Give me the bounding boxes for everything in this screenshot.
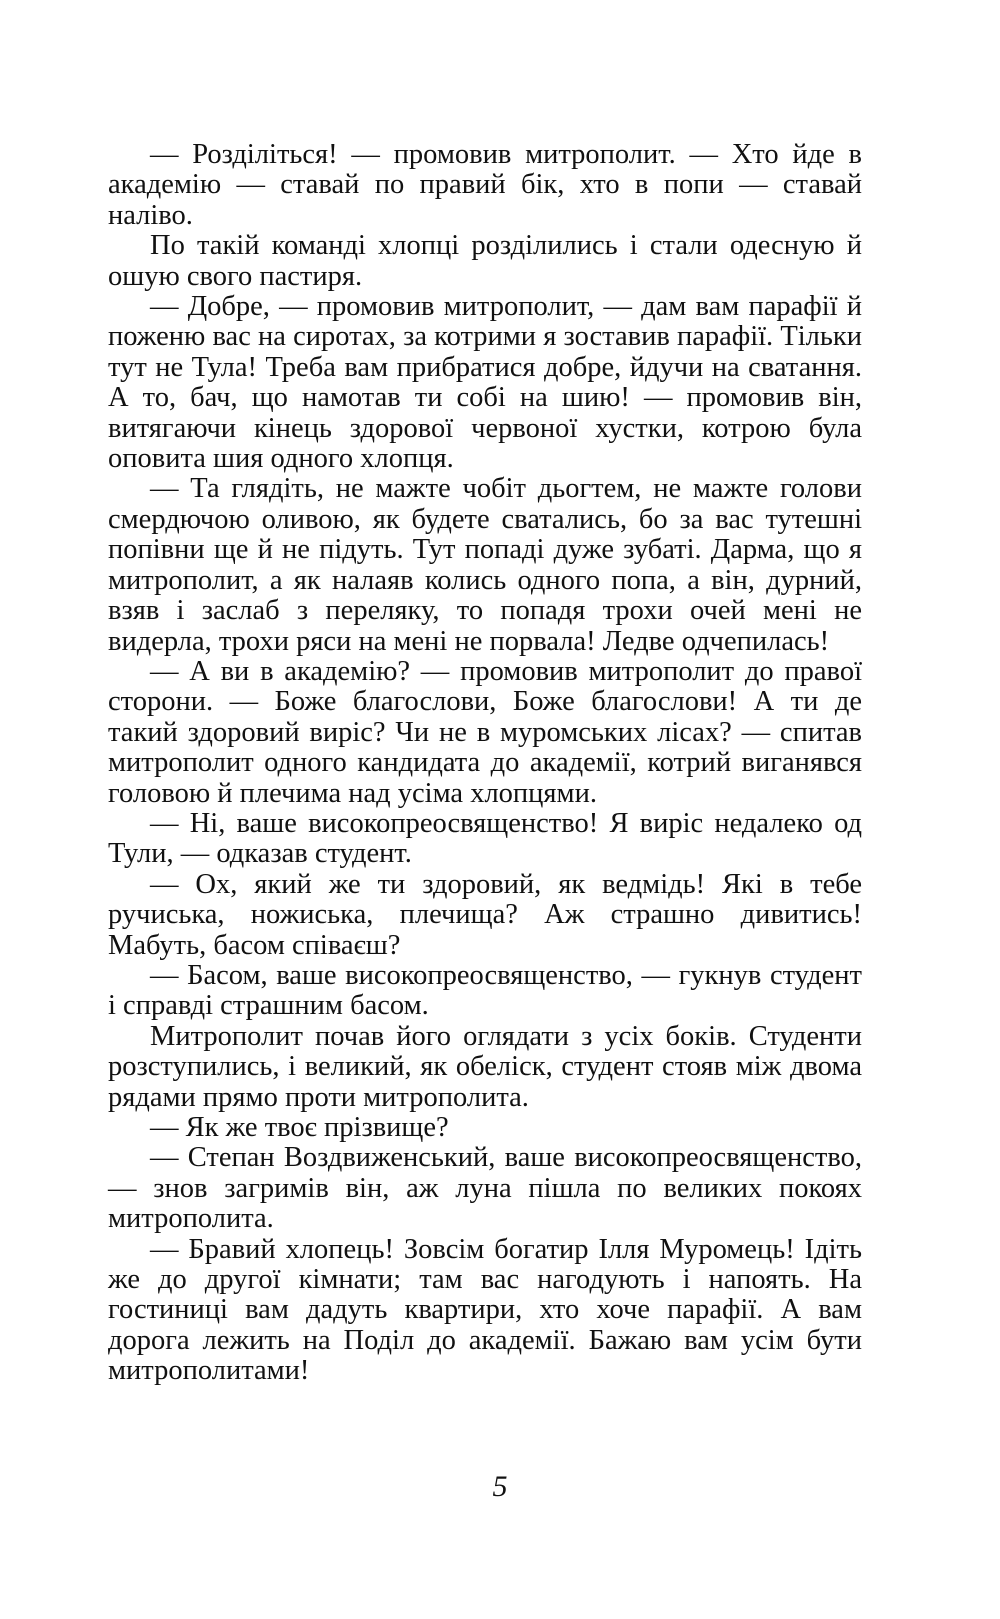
page-body [108, 140, 862, 1387]
paragraph: — Ох, який же ти здоровий, як ведмідь! Які в тебе ручиська, ножиська, плечища? Аж страшно дивитись! Мабуть, басом співаєш? [108, 868, 862, 961]
paragraph: — Добре, — промовив митрополит, — дам вам парафії й поженю вас на сиротах, за котрими я зоставив парафії. Тільки тут не Тула! Треба вам прибратися добре, йдучи на сватання. А то, бач, що намотав ти собі на шию! — промовив він, витягаючи кінець здорової червоної хустки, котрою була оповита шия одного хлопця. [108, 291, 862, 475]
paragraph: — Степан Воздвиженський, ваше високопреосвященство, — знов загримів він, аж луна пішла по великих покоях митрополита. [108, 1142, 862, 1235]
paragraph: — Розділіться! — промовив митрополит. — Хто йде в академію — ставай по правий бік, хто в попи — ставай наліво. [108, 139, 862, 231]
paragraph: — А ви в академію? — промовив митрополит до правої сторони. — Боже благослови, Боже благослови! А ти де такий здоровий виріс? Чи не в муромських лісах? — спитав митрополит одного кандидата до академії, котрий виганявся головою й плечима над усіма хлопцями. [108, 655, 862, 809]
paragraph: — Та глядіть, не мажте чобіт дьогтем, не мажте голови смердючою оливою, як будете сватались, бо за вас тутешні попівни ще й не підуть. Тут попаді дуже зубаті. Дарма, що я митрополит, а як налаяв колись одного попа, а він, дурний, взяв і заслаб з переляку, то попадя трохи очей мені не видерла, трохи ряси на мені не порвала! Ледве одчепилась! [108, 473, 862, 657]
paragraph: — Басом, ваше високопреосвященство, — гукнув студент і справді страшним басом. [108, 959, 862, 1022]
paragraph: — Бравий хлопець! Зовсім богатир Ілля Муромець! Ідіть же до другої кімнати; там вас нагодують і напоять. На гостиниці вам дадуть квартири, хто хоче парафії. А вам дорога лежить на Поділ до академії. Бажаю вам усім бути митрополитами! [108, 1233, 862, 1387]
page-number: 5 [492, 1470, 508, 1503]
paragraph: Митрополит почав його оглядати з усіх боків. Студенти розступились, і великий, як обеліск, студент стояв між двома рядами прямо проти митрополита. [108, 1020, 862, 1113]
paragraph: — Як же твоє прізвище? [150, 1112, 449, 1143]
paragraph: По такій команді хлопці розділились і стали одесную й ошую свого пастиря. [108, 230, 862, 292]
paragraph: — Ні, ваше високопреосвященство! Я виріс недалеко од Тули, — одказав студент. [108, 807, 862, 870]
